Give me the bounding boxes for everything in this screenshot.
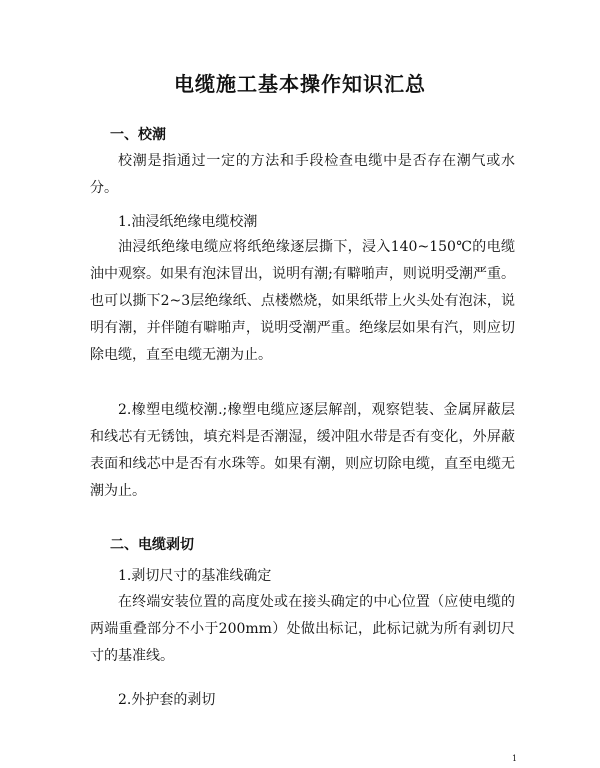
subheading-baseline: 1.剥切尺寸的基准线确定 [118, 568, 272, 584]
section-heading-1: 一、校潮 [110, 127, 166, 143]
paragraph-oil-paper: 油浸纸绝缘电缆应将纸绝缘逐层撕下，浸入140~150℃的电缆油中观察。如果有泡沫冒出，说明有潮;有噼啪声，则说明受潮严重。也可以撕下2~3层绝缘纸、点楼燃烧，如果纸带上火头处有泡沫，说明有潮，并伴随有噼啪声，说明受潮严重。绝缘层如果有汽，则应切除电缆，直至电缆无潮为止。 [90, 239, 515, 363]
subheading-oil-paper: 1.油浸纸绝缘电缆校潮 [118, 214, 258, 230]
paragraph-intro: 校潮是指通过一定的方法和手段检查电缆中是否存在潮气或水分。 [90, 153, 515, 196]
paragraph-baseline: 在终端安装位置的高度处或在接头确定的中心位置（应使电缆的两端重叠部分不小于200mm）处做出标记，此标记就为所有剥切尺寸的基准线。 [90, 594, 515, 664]
section-heading-2: 二、电缆剥切 [110, 537, 194, 553]
subheading-outer-sheath: 2.外护套的剥切 [118, 692, 216, 708]
page-number: 1 [512, 754, 518, 763]
paragraph-rubber-plastic: 2.橡塑电缆校潮.;橡塑电缆应逐层解剖，观察铠装、金属屏蔽层和线芯有无锈蚀，填充料是否潮湿，缓冲阻水带是否有变化，外屏蔽表面和线芯中是否有水珠等。如果有潮，则应切除电缆，直至电缆无潮为止。 [90, 402, 515, 499]
document-title: 电缆施工基本操作知识汇总 [174, 72, 426, 96]
